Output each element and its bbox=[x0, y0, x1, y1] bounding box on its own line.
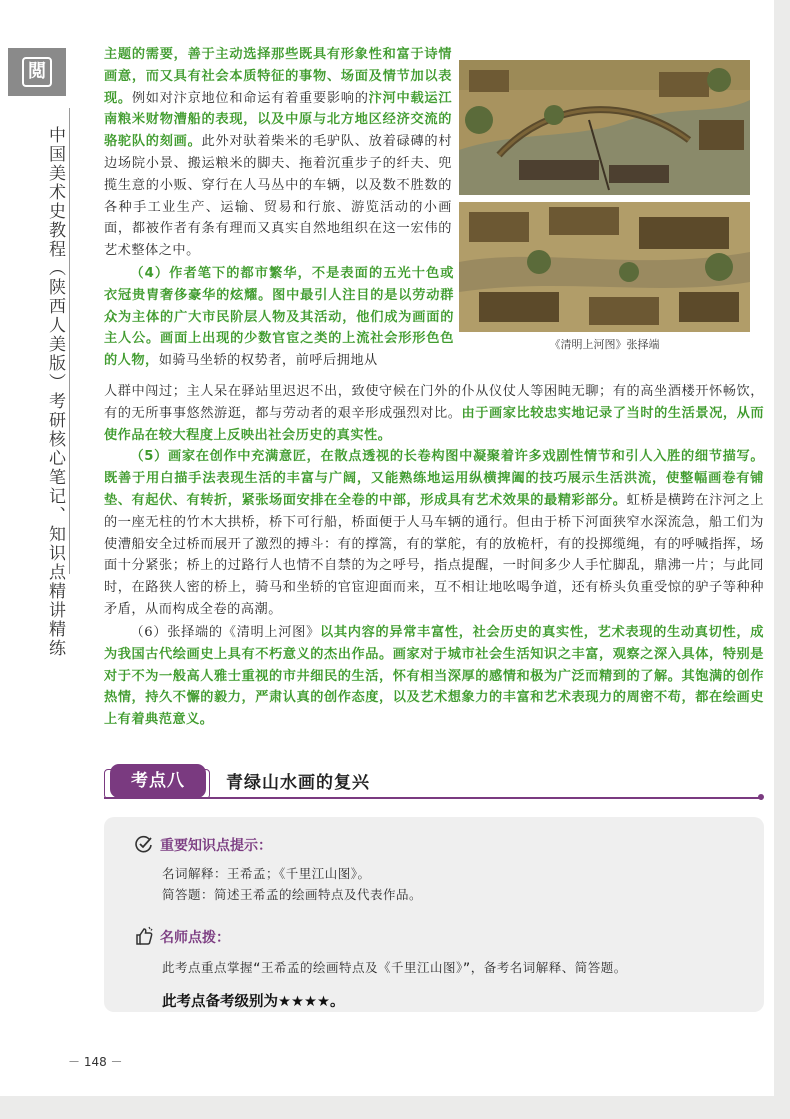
figure-caption: 《清明上河图》张择端 bbox=[549, 338, 660, 351]
paragraph-point-4 bbox=[104, 263, 454, 372]
highlighted-text: 以其内容的异常丰富性，社会历史的真实性，艺术表现的生动真切性，成为我国古代绘画史上具有不朽意义的杰出作品。画家对于城市社会生活知识之丰富，观察之深入具体，特别是对于不为一般高人雅士重视的市井细民的生活，怀有相当深厚的感情和极为广泛而精到的了解。其饱满的创作热情，持久不懈的毅力，严肃认真的创作态度，以及艺术想象力的丰富和艺术表现力的周密不苟，都在绘画史上有着典范意义。 bbox=[104, 625, 764, 728]
highlighted-text: 汴河中载运江南粮米财物漕船的表现，以及中原与北方地区经济交流的骆驼队的刻画。 bbox=[104, 90, 453, 150]
teacher-tip-line: 此考点重点掌握“王希孟的绘画特点及《千里江山图》”，备考名词解释、简答题。 bbox=[162, 960, 627, 975]
thumbs-up-icon bbox=[134, 926, 154, 946]
tip-line: 名词解释：王希孟；《千里江山图》。 bbox=[162, 866, 371, 881]
paragraph-point-5 bbox=[104, 446, 764, 620]
highlighted-text: （4）作者笔下的都市繁华，不是表面的五光十色或衣冠贵胄奢侈豪华的炫耀。图中最引人注目的是以劳动群众为主体的广大市民阶层人物及其活动，他们成为画面的主人公。画面上出现的少数官宦之类的上流社会形形色色的人物， bbox=[104, 266, 454, 369]
exam-level-rating: 此考点备考级别为★★★★。 bbox=[162, 994, 345, 1010]
qingming-painting-river-scene bbox=[459, 60, 750, 195]
body-text: 人群中闯过；主人呆在驿站里迟迟不出，致使守候在门外的仆从仪仗人等困盹无聊；有的高坐酒楼开怀畅饮，有的无所事事悠然游逛，都与劳动者的艰辛形成强烈对比。 bbox=[104, 384, 764, 421]
running-book-title: 中国美术史教程（陕西人美版）考研核心笔记、知识点精讲精练 bbox=[45, 126, 65, 658]
section-rule-dot bbox=[758, 794, 764, 800]
teacher-heading: 名师点拨： bbox=[160, 930, 230, 946]
body-text: 此外对驮着柴米的毛驴队、放着碌磚的村边场院小景、搬运粮米的脚夫、拖着沉重步子的纤夫、兜揽生意的小贩、穿行在人马丛中的车辆，以及数不胜数的各种手工业生产、运输、贸易和行旅、游览活动的小画面，都被作者有条有理而又真实自然地组织在这一宏伟的艺术整体之中。 bbox=[104, 134, 453, 259]
paragraph-point-4-continued bbox=[104, 381, 764, 446]
paragraph-themes bbox=[104, 44, 452, 262]
check-circle-icon bbox=[134, 834, 154, 854]
tip-line: 简答题：简述王希孟的绘画特点及代表作品。 bbox=[162, 887, 423, 902]
body-text: （6）张择端的《清明上河图》 bbox=[130, 625, 320, 640]
body-text: 例如对汴京地位和命运有着重要影响的 bbox=[131, 90, 369, 106]
section-badge: 考点八 bbox=[110, 764, 206, 798]
sidebar-divider bbox=[69, 108, 70, 574]
body-text: 如骑马坐轿的权势者，前呼后拥地从 bbox=[158, 353, 378, 369]
paragraph-point-6 bbox=[104, 622, 764, 731]
highlighted-text: 由于画家比较忠实地记录了当时的生活景况，从而使作品在较大程度上反映出社会历史的真实性。 bbox=[104, 405, 765, 443]
qingming-painting-city-scene bbox=[459, 202, 750, 332]
painting-detail-lower bbox=[459, 202, 750, 332]
painting-detail-upper bbox=[459, 60, 750, 195]
body-text: 虹桥是横跨在汴河之上的一座无柱的竹木大拱桥，桥下可行船，桥面便于人马车辆的通行。但由于桥下河面狭窄水深流急，船工们为使漕船安全过桥而展开了激烈的搏斗：有的撑篙，有的掌舵，有的放桅杆，有的投掷缆绳，有的呼喊指挥，场面十分紧张；桥上的过路行人也情不自禁的为之呼号，指点提醒，一时间多少人手忙脚乱，鼎沸一片；与此同时，在路狭人密的桥上，骑马和坐轿的官宦迎面而来，互不相让地吆喝争道，还有桥头负重受惊的驴子等种种矛盾，从而构成全卷的高潮。 bbox=[104, 492, 765, 617]
section-title: 青绿山水画的复兴 bbox=[226, 773, 370, 793]
tips-heading: 重要知识点提示： bbox=[160, 838, 272, 854]
sidebar-logo bbox=[8, 48, 66, 96]
highlighted-text: （5）画家在创作中充满意匠，在散点透视的长卷构图中凝聚着许多戏剧性情节和引人入胜的细节描写。既善于用白描手法表现生活的丰富与广阔，又能熟练地运用纵横捭阖的技巧展示生活洪流，使整幅画卷有铺垫、有起伏、有转折，紧张场面安排在全卷的中部，形成具有艺术效果的最精彩部分。 bbox=[104, 449, 764, 508]
book-seal-icon: 閲 bbox=[22, 57, 52, 87]
page-number: － 148 － bbox=[68, 1055, 123, 1069]
highlighted-text: 主题的需要，善于主动选择那些既具有形象性和富于诗情画意，而又具有社会本质特征的事物、场面及情节加以表现。 bbox=[104, 47, 452, 106]
